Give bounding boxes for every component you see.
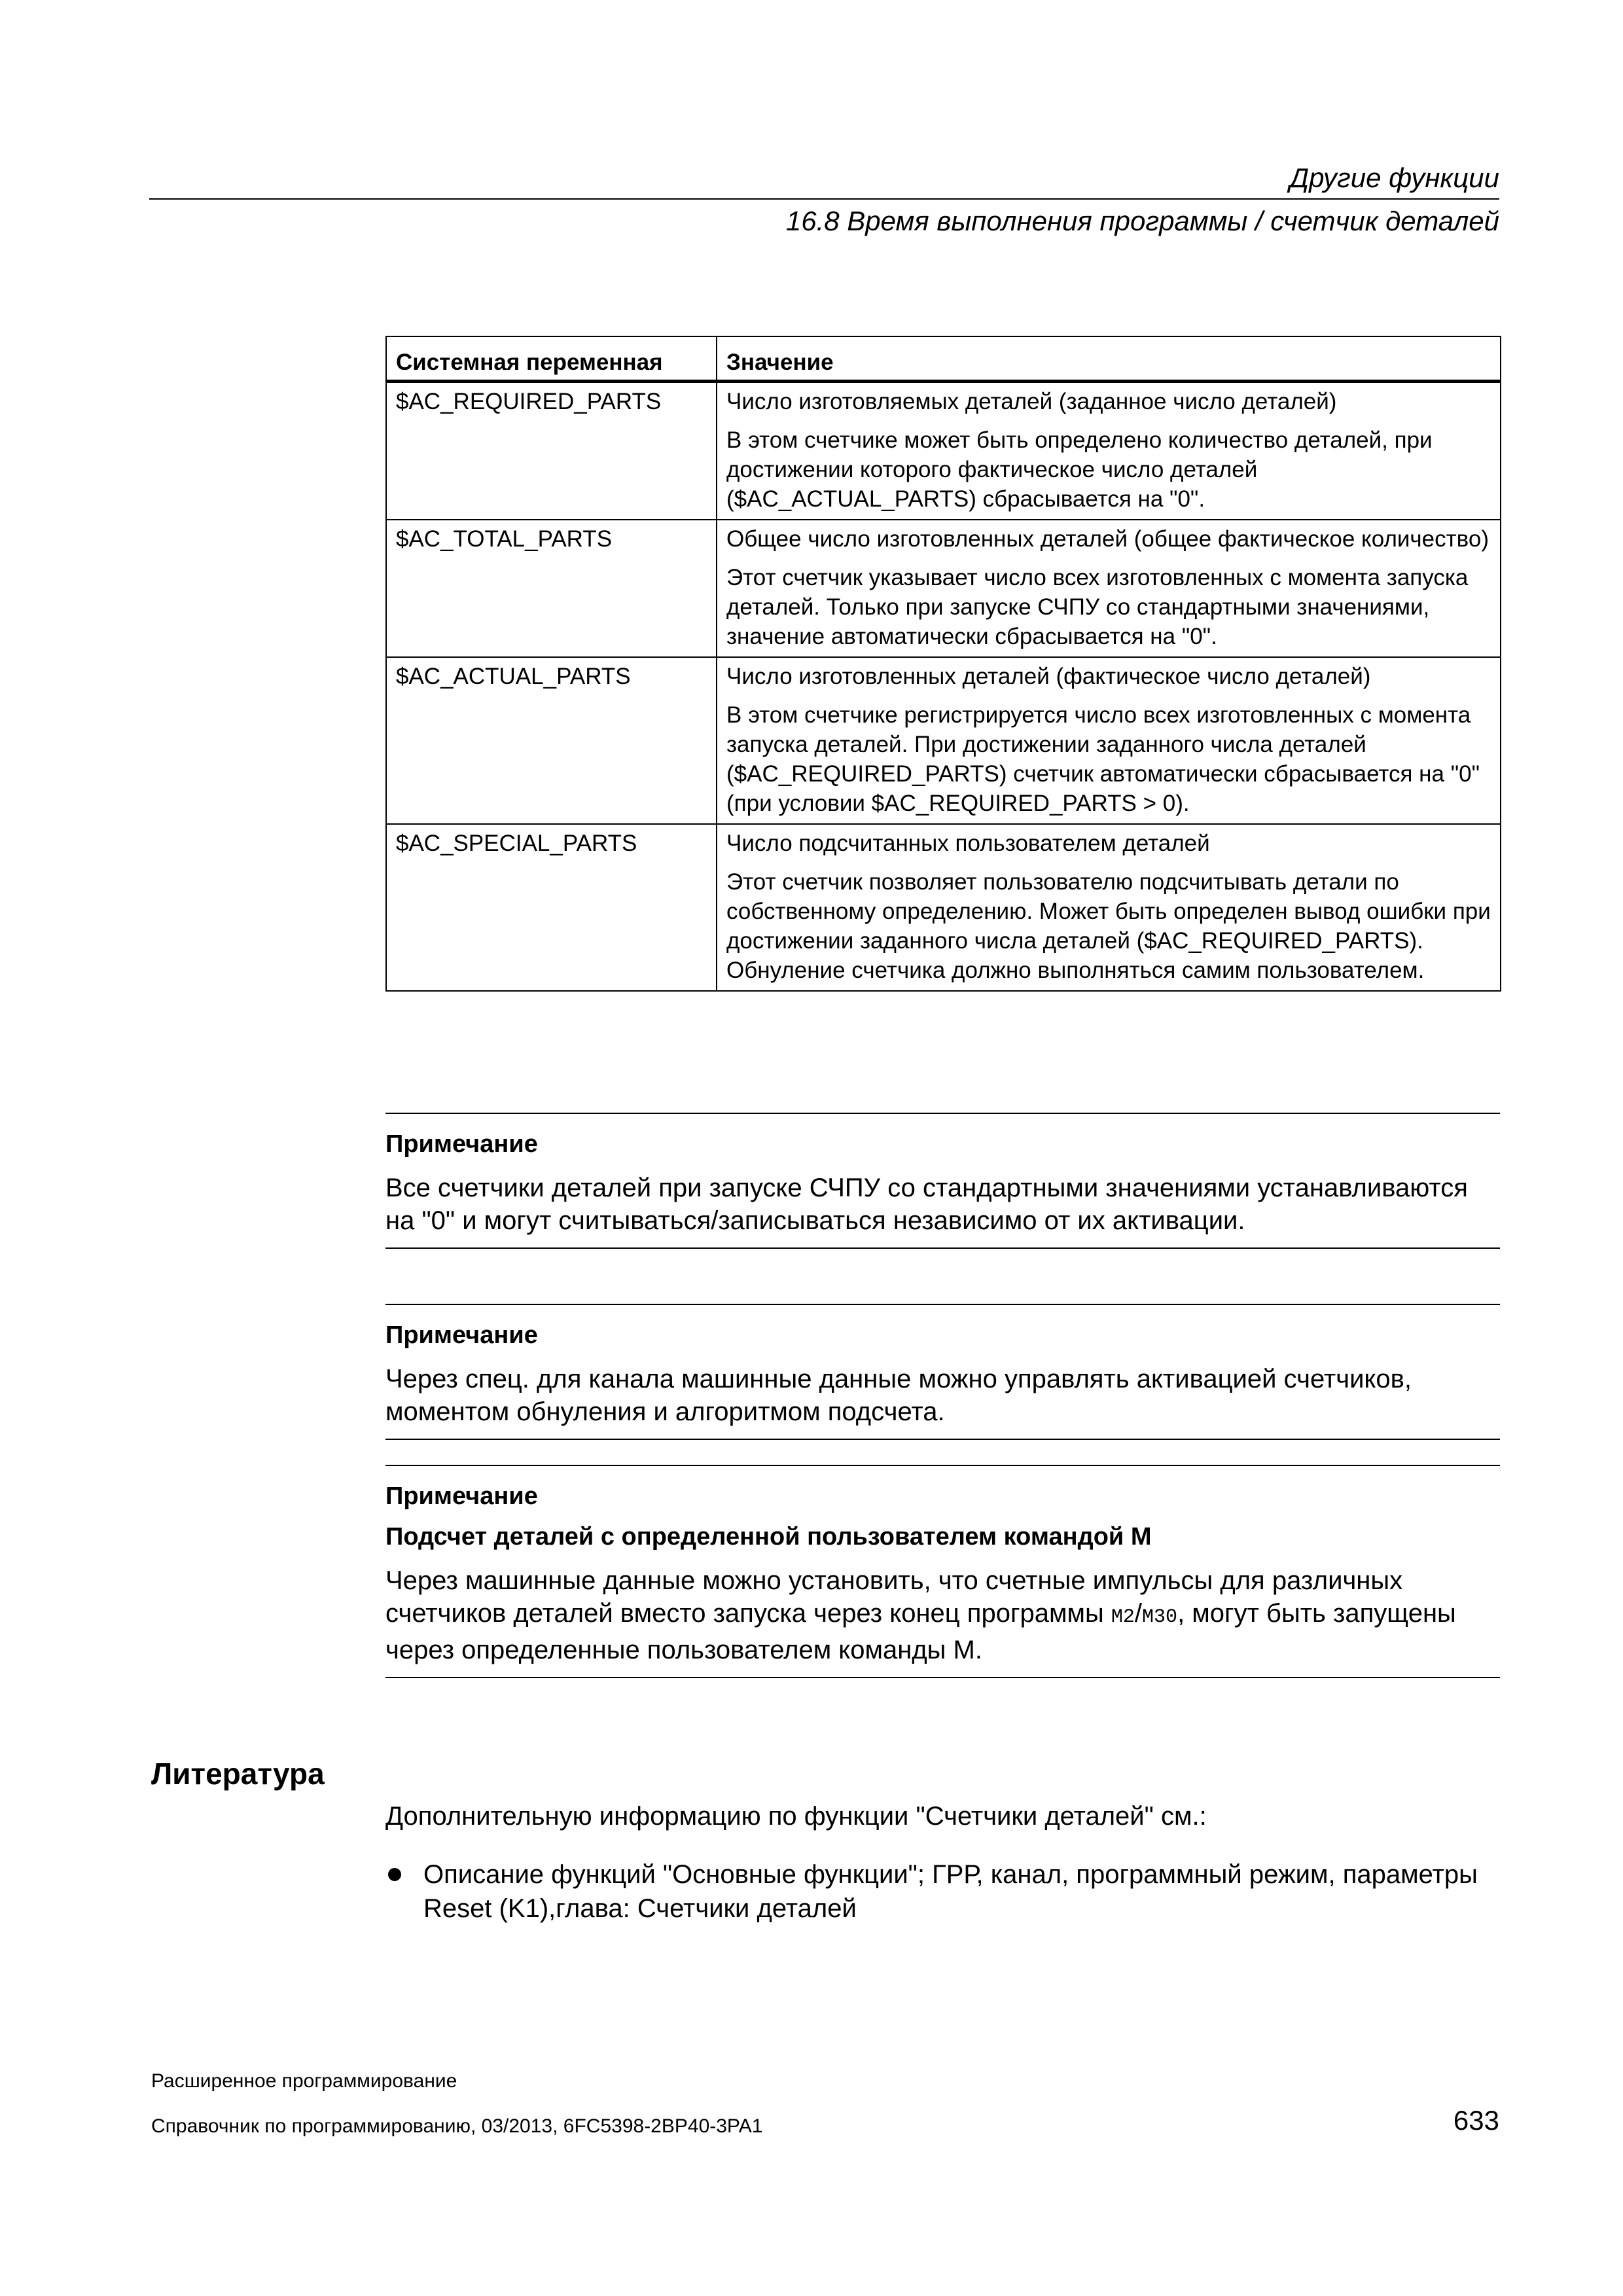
variable-name: $AC_SPECIAL_PARTS <box>386 824 717 991</box>
note-box <box>385 1113 1500 1249</box>
column-header-variable: Системная переменная <box>386 336 717 382</box>
note-title: Примечание <box>385 1482 538 1510</box>
code-m2: M2 <box>1111 1606 1135 1628</box>
table-row <box>386 657 1501 824</box>
table-row <box>386 382 1501 520</box>
page-number: 633 <box>1453 2105 1499 2136</box>
description-detail: В этом счетчике может быть определено количество деталей, при достижении которого фактическое число деталей ($AC_ACTUAL_PARTS) сбрасывается на "0". <box>726 427 1433 512</box>
note-box <box>385 1465 1500 1678</box>
note-body-slash: / <box>1134 1599 1143 1628</box>
variable-description <box>717 657 1501 824</box>
running-header-section: 16.8 Время выполнения программы / счетчик деталей <box>785 206 1499 236</box>
note-body <box>385 1564 1500 1666</box>
list-item <box>385 1857 1500 1926</box>
description-detail: Этот счетчик позволяет пользователю подсчитывать детали по собственному определению. Может быть определен вывод ошибки при достижении заданного числа деталей ($AC_REQUIRED_PARTS). Обнуление счетчика должно выполняться самим пользователем. <box>726 869 1491 983</box>
column-header-value: Значение <box>717 336 1501 382</box>
code-m30: M30 <box>1142 1606 1178 1628</box>
note-title: Примечание <box>385 1130 538 1158</box>
literature-heading: Литература <box>151 1757 325 1791</box>
bullet-icon <box>388 1868 401 1881</box>
description-detail: В этом счетчике регистрируется число всех изготовленных с момента запуска деталей. При достижении заданного числа деталей ($AC_REQUIRED_PARTS) счетчик автоматически сбрасывается на "0" (при условии $AC_REQUIRED_PARTS > 0). <box>726 702 1480 816</box>
literature-intro: Дополнительную информацию по функции "Счетчики деталей" см.: <box>385 1802 1207 1831</box>
description-summary: Число изготовляемых деталей (заданное число деталей) <box>726 389 1337 414</box>
variable-description <box>717 520 1501 657</box>
description-summary: Число подсчитанных пользователем деталей <box>726 831 1210 856</box>
note-box <box>385 1304 1500 1440</box>
variable-name: $AC_REQUIRED_PARTS <box>386 382 717 520</box>
running-header-chapter: Другие функции <box>1289 162 1499 193</box>
footer-document-title: Расширенное программирование <box>151 2070 457 2092</box>
list-item-text: Описание функций "Основные функции"; ГРР, канал, программный режим, параметры Reset (K1),глава: Счетчики деталей <box>423 1860 1478 1923</box>
note-body-text: Через машинные данные можно установить, что счетные импульсы для различных счетчиков деталей вместо запуска через конец программы <box>385 1566 1403 1628</box>
note-subtitle: Подсчет деталей с определенной пользователем командой M <box>385 1523 1152 1551</box>
variable-description <box>717 382 1501 520</box>
note-body: Все счетчики деталей при запуске СЧПУ со стандартными значениями устанавливаются на "0" и могут считываться/записываться независимо от их активации. <box>385 1174 1468 1235</box>
note-title: Примечание <box>385 1321 538 1349</box>
system-variables-table <box>385 336 1501 992</box>
description-summary: Число изготовленных деталей (фактическое число деталей) <box>726 664 1371 689</box>
table-row <box>386 520 1501 657</box>
description-summary: Общее число изготовленных деталей (общее фактическое количество) <box>726 526 1489 552</box>
footer-document-reference: Справочник по программированию, 03/2013, 6FC5398-2BP40-3PA1 <box>151 2115 763 2137</box>
note-body: Через спец. для канала машинные данные можно управлять активацией счетчиков, моментом обнуления и алгоритмом подсчета. <box>385 1365 1412 1426</box>
variable-name: $AC_TOTAL_PARTS <box>386 520 717 657</box>
table-row <box>386 824 1501 991</box>
note-body-text: , могут быть запущены через определенные пользователем команды M. <box>385 1599 1456 1664</box>
table-header-row <box>386 336 1501 382</box>
literature-list <box>385 1857 1500 1926</box>
header-rule <box>149 198 1499 200</box>
variable-name: $AC_ACTUAL_PARTS <box>386 657 717 824</box>
variable-description <box>717 824 1501 991</box>
description-detail: Этот счетчик указывает число всех изготовленных с момента запуска деталей. Только при запуске СЧПУ со стандартными значениями, значение автоматически сбрасывается на "0". <box>726 565 1469 649</box>
